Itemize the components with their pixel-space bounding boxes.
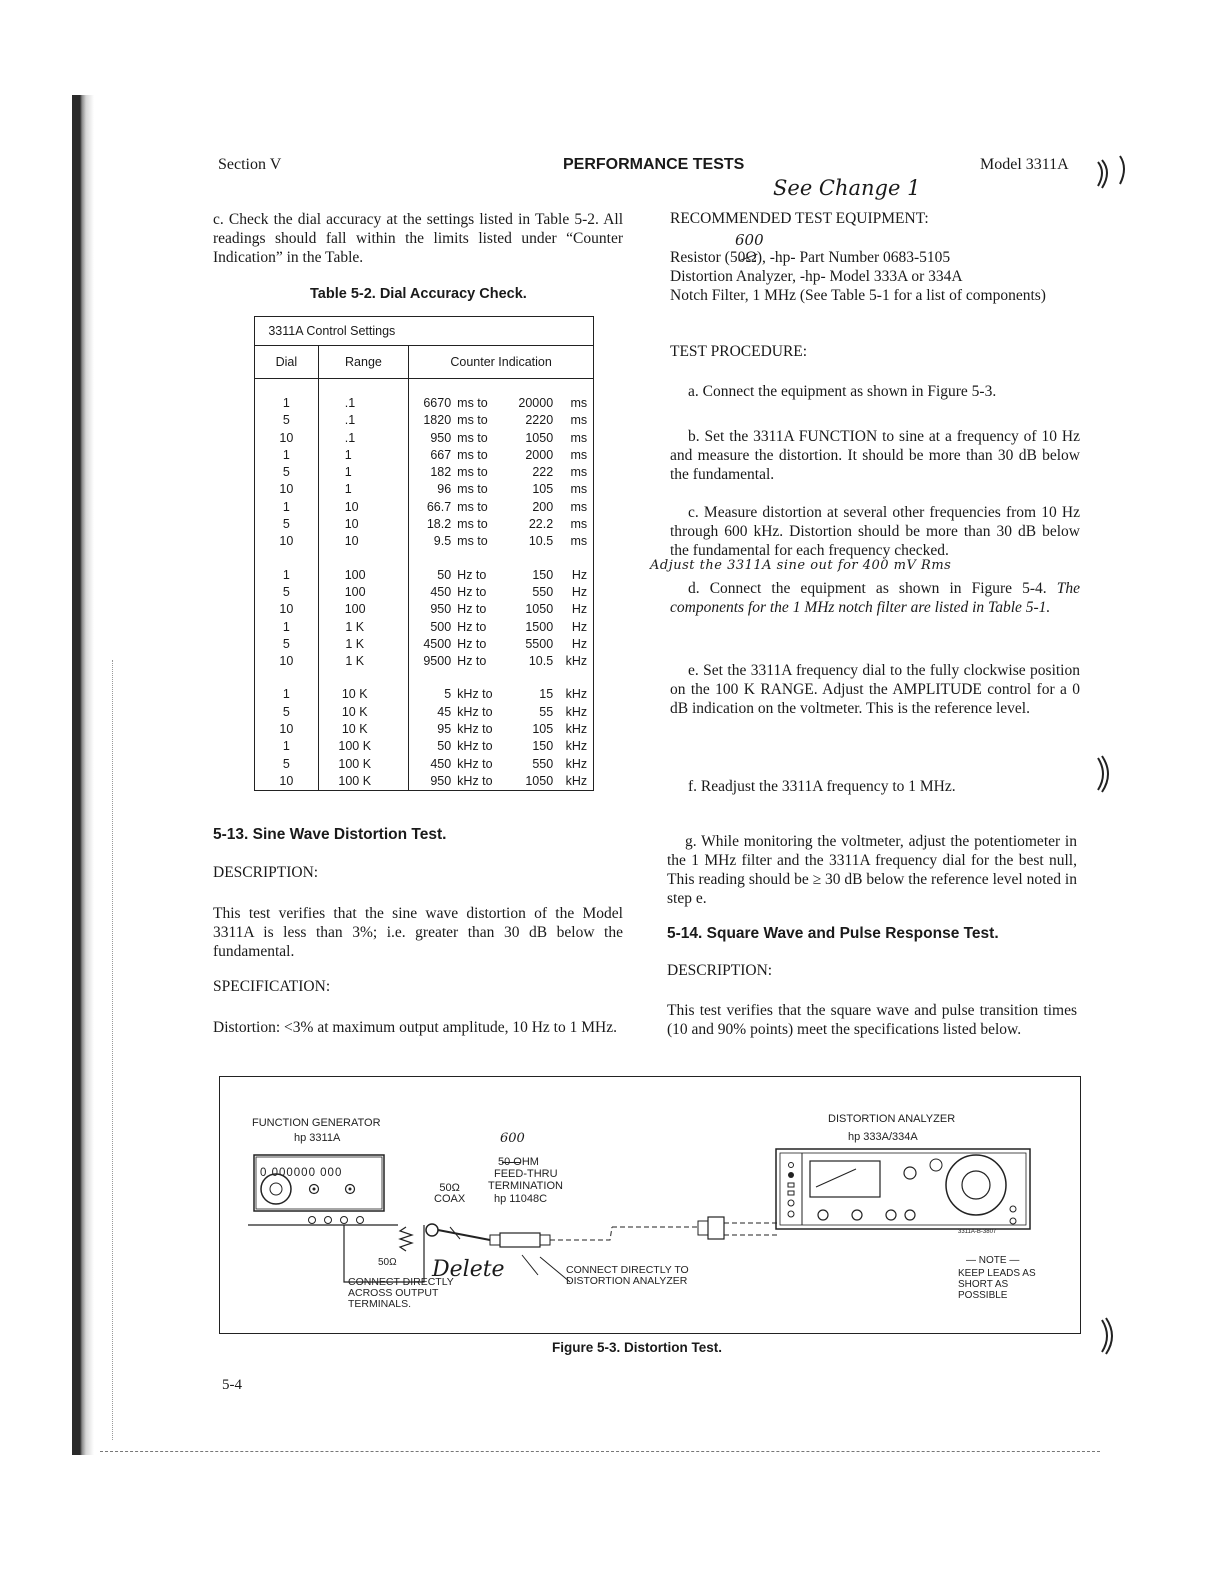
cell-range-wrap <box>318 756 408 773</box>
see-change-note: See Change 1 <box>773 176 921 200</box>
terminal-icon <box>309 1217 316 1224</box>
section-label: Section V <box>218 156 282 173</box>
step-e: e. Set the 3311A frequency dial to the fully clockwise position on the 100 K RANGE. Adjust the AMPLITUDE control for a 0 dB indication on the voltmeter. This is the reference level. <box>670 662 1080 717</box>
counter-unit: ms to <box>457 396 488 410</box>
change-mark-icon <box>1092 754 1116 794</box>
cell-counter <box>409 653 594 670</box>
cell-range-wrap <box>318 395 408 412</box>
binding-shadow <box>112 660 143 1440</box>
cell-dial: 5 <box>255 412 319 429</box>
cell-range-wrap <box>318 704 408 721</box>
counter-high: 10.5 <box>528 534 554 549</box>
cell-range-wrap <box>318 721 408 738</box>
counter-low: 66.7 <box>426 499 452 514</box>
counter-high: 150 <box>532 567 554 582</box>
handwritten-adjust-note: Adjust the 3311A sine out for 400 mV Rms <box>650 558 952 573</box>
description-text-right: This test verifies that the square wave and pulse transition times (10 and 90% points) meet the specifications listed below. <box>667 1002 1077 1038</box>
coax-label: 50Ω COAX <box>434 1182 466 1205</box>
counter-unit: kHz to <box>457 739 493 754</box>
table-row <box>255 601 594 618</box>
col-header-range: Range <box>318 346 408 379</box>
counter-unit: ms to <box>457 447 488 462</box>
table-row <box>255 619 594 636</box>
counter-unit: Hz to <box>457 654 487 669</box>
left-step-c: c. Check the dial accuracy at the settings listed in Table 5-2. All readings should fall within the limits listed under “Counter Indication” in the Table. <box>213 211 623 266</box>
terminal-icon <box>325 1217 332 1224</box>
counter-high-unit: ms <box>570 430 588 445</box>
equipment-analyzer: Distortion Analyzer, -hp- Model 333A or 334A <box>670 268 963 285</box>
cell-range: 10 <box>344 517 359 532</box>
cell-counter <box>409 756 594 773</box>
cell-range: 1 <box>344 447 352 462</box>
description-label-left: DESCRIPTION: <box>213 864 319 881</box>
cell-range: 1 <box>344 482 352 497</box>
counter-high-unit: ms <box>570 465 588 480</box>
counter-unit: kHz to <box>457 722 493 737</box>
cell-range: 100 <box>344 602 366 617</box>
table-row <box>255 773 594 791</box>
table-row <box>255 516 594 533</box>
cell-range: 10 K <box>341 687 368 702</box>
cell-counter <box>409 773 594 791</box>
table-row <box>255 567 594 584</box>
cell-dial: 5 <box>255 464 319 481</box>
cell-dial: 5 <box>255 704 319 721</box>
cell-dial: 5 <box>255 516 319 533</box>
da-model: hp 333A/334A <box>848 1131 918 1143</box>
table-row <box>255 686 594 703</box>
ohm-label: 50 OHM <box>498 1156 539 1168</box>
cell-dial: 10 <box>255 721 319 738</box>
note-title: — NOTE — <box>966 1255 1020 1266</box>
cell-range-wrap <box>318 499 408 516</box>
counter-low: 45 <box>437 704 452 719</box>
col-header-dial: Dial <box>255 346 319 379</box>
cell-dial: 5 <box>255 756 319 773</box>
cell-range-wrap <box>318 567 408 584</box>
counter-high: 1050 <box>525 602 554 617</box>
table-row <box>255 533 594 550</box>
change-mark-icon <box>1096 1316 1120 1356</box>
fg-display: 0 000000 000 <box>260 1167 343 1179</box>
counter-high-unit: Hz <box>571 636 588 651</box>
counter-low: 667 <box>430 447 452 462</box>
step-b: b. Set the 3311A FUNCTION to sine at a frequency of 10 Hz and measure the distortion. It should be more than 30 dB below the fundamental. <box>670 428 1080 483</box>
cell-dial: 1 <box>255 738 319 755</box>
cell-range: 1 <box>344 465 352 480</box>
table-row <box>255 636 594 653</box>
table-row <box>255 738 594 755</box>
counter-low: 450 <box>430 584 452 599</box>
cell-range: 1 K <box>345 654 365 669</box>
cell-range-wrap <box>318 516 408 533</box>
cell-range-wrap <box>318 686 408 703</box>
cell-range-wrap <box>318 412 408 429</box>
counter-high-unit: ms <box>570 413 588 428</box>
cell-range-wrap <box>318 653 408 670</box>
knob-icon <box>904 1167 916 1179</box>
counter-low: 950 <box>430 430 452 445</box>
cell-range: 10 <box>344 499 359 514</box>
binding-edge <box>72 95 94 1455</box>
equipment-notch: Notch Filter, 1 MHz (See Table 5-1 for a list of components) <box>670 287 1046 304</box>
counter-high-unit: kHz <box>565 687 588 702</box>
connect-analyzer-note: CONNECT DIRECTLY TO DISTORTION ANALYZER <box>566 1264 689 1287</box>
cell-counter <box>409 567 594 584</box>
cell-range-wrap <box>318 584 408 601</box>
step-d-italic: The components for the 1 MHz notch filter are listed in Table 5-1. <box>670 580 1081 616</box>
terminal-icon <box>357 1217 364 1224</box>
counter-high-unit: Hz <box>571 567 588 582</box>
table-row <box>255 395 594 412</box>
cell-range: .1 <box>344 413 356 428</box>
cell-range-wrap <box>318 447 408 464</box>
step-g: g. While monitoring the voltmeter, adjust the potentiometer in the 1 MHz filter and the 3311A frequency dial for the best null, This reading should be ≥ 30 dB below the reference level noted in step e. <box>667 833 1077 907</box>
dial-accuracy-table <box>254 316 594 791</box>
cell-counter <box>409 499 594 516</box>
counter-high: 10.5 <box>528 654 554 669</box>
counter-unit: Hz to <box>457 636 487 651</box>
equipment-resistor: Resistor (50Ω), -hp- Part Number 0683-5105 <box>670 249 951 266</box>
table-row <box>255 412 594 429</box>
cell-counter <box>409 704 594 721</box>
counter-low: 950 <box>430 602 452 617</box>
feed-thru-termination <box>500 1233 540 1247</box>
counter-high-unit: kHz <box>565 739 588 754</box>
step-f: f. Readjust the 3311A frequency to 1 MHz. <box>688 778 956 795</box>
counter-high-unit: ms <box>570 499 588 514</box>
cell-dial: 10 <box>255 653 319 670</box>
cell-range: .1 <box>344 430 356 445</box>
counter-high: 222 <box>532 465 554 480</box>
connect-output-note: CONNECT DIRECTLY ACROSS OUTPUT TERMINALS. <box>348 1276 454 1310</box>
cell-counter <box>409 686 594 703</box>
coax-cable <box>438 1230 490 1240</box>
figure-caption: Figure 5-3. Distortion Test. <box>552 1340 723 1355</box>
counter-unit: kHz to <box>457 773 493 788</box>
cell-range: 100 K <box>338 773 372 788</box>
cell-range: 10 K <box>341 722 368 737</box>
cell-counter <box>409 412 594 429</box>
table-row <box>255 756 594 773</box>
counter-low: 500 <box>430 619 452 634</box>
heading-5-14: 5-14. Square Wave and Pulse Response Test. <box>667 925 999 942</box>
page-title: PERFORMANCE TESTS <box>563 156 745 173</box>
counter-high-unit: ms <box>570 482 588 497</box>
table-row <box>255 653 594 670</box>
counter-unit: ms to <box>457 534 488 549</box>
cell-range: 1 K <box>345 619 365 634</box>
counter-unit: ms to <box>457 413 488 428</box>
counter-low: 9.5 <box>433 534 452 549</box>
handwritten-fig-600: 600 <box>500 1131 525 1146</box>
step-d <box>670 579 1080 617</box>
cell-range: 100 <box>344 584 366 599</box>
knob-icon <box>886 1210 896 1220</box>
counter-high-unit: Hz <box>571 619 588 634</box>
counter-high: 20000 <box>518 396 554 410</box>
counter-high-unit: kHz <box>565 773 588 788</box>
specification-text: Distortion: <3% at maximum output amplitude, 10 Hz to 1 MHz. <box>213 1019 617 1036</box>
counter-unit: kHz to <box>457 704 493 719</box>
cell-dial: 10 <box>255 601 319 618</box>
resistor-icon <box>400 1227 412 1251</box>
cell-range-wrap <box>318 430 408 447</box>
cell-dial: 1 <box>255 447 319 464</box>
counter-low: 1820 <box>423 413 452 428</box>
bnc-connector-icon <box>426 1224 438 1236</box>
counter-unit: ms to <box>457 430 488 445</box>
table-row <box>255 704 594 721</box>
counter-high: 2220 <box>525 413 554 428</box>
counter-high: 5500 <box>525 636 554 651</box>
counter-unit: kHz to <box>457 756 493 771</box>
cell-counter <box>409 533 594 550</box>
fg-model: hp 3311A <box>294 1132 341 1144</box>
counter-high: 105 <box>532 722 554 737</box>
counter-high: 150 <box>532 739 554 754</box>
resistor-label: 50Ω <box>378 1257 397 1268</box>
counter-low: 6670 <box>423 396 452 410</box>
table-row <box>255 481 594 498</box>
fg-title: FUNCTION GENERATOR <box>252 1117 381 1129</box>
counter-high: 15 <box>539 687 554 702</box>
cell-dial: 10 <box>255 773 319 791</box>
cell-dial: 1 <box>255 686 319 703</box>
counter-high: 105 <box>532 482 554 497</box>
table-row <box>255 584 594 601</box>
counter-unit: Hz to <box>457 619 487 634</box>
table-row <box>255 447 594 464</box>
feed-thru-label: FEED-THRU <box>494 1168 558 1180</box>
counter-high-unit: ms <box>570 447 588 462</box>
cell-range: .1 <box>344 396 356 410</box>
scan-edge-line <box>100 1451 1100 1452</box>
counter-low: 9500 <box>423 654 452 669</box>
cell-counter <box>409 516 594 533</box>
drawing-number: 3311A-B-3807 <box>958 1229 997 1235</box>
table-row <box>255 499 594 516</box>
cell-counter <box>409 636 594 653</box>
bnc-adapter-icon <box>708 1217 724 1239</box>
equipment-label: RECOMMENDED TEST EQUIPMENT: <box>670 210 929 227</box>
cell-range: 100 K <box>338 739 372 754</box>
cell-counter <box>409 430 594 447</box>
cell-range-wrap <box>318 738 408 755</box>
cell-dial: 5 <box>255 584 319 601</box>
counter-high-unit: Hz <box>571 584 588 599</box>
knob-icon <box>852 1210 862 1220</box>
cell-dial: 1 <box>255 395 319 412</box>
counter-unit: ms to <box>457 499 488 514</box>
table-caption: Table 5-2. Dial Accuracy Check. <box>310 286 527 302</box>
change-mark-icon <box>1090 152 1130 192</box>
cell-dial: 1 <box>255 567 319 584</box>
cell-range: 1 K <box>345 636 365 651</box>
terminal-icon <box>341 1217 348 1224</box>
description-label-right: DESCRIPTION: <box>667 962 773 979</box>
counter-high: 2000 <box>525 447 554 462</box>
cell-counter <box>409 481 594 498</box>
counter-high-unit: kHz <box>565 756 588 771</box>
cell-counter <box>409 464 594 481</box>
cell-counter <box>409 395 594 412</box>
cell-range-wrap <box>318 773 408 791</box>
cell-counter <box>409 601 594 618</box>
cell-range-wrap <box>318 636 408 653</box>
counter-high-unit: ms <box>570 396 588 410</box>
cell-range-wrap <box>318 619 408 636</box>
counter-low: 96 <box>437 482 452 497</box>
cell-range: 100 K <box>338 756 372 771</box>
counter-unit: Hz to <box>457 567 487 582</box>
cell-range: 10 K <box>341 704 368 719</box>
counter-low: 50 <box>437 567 452 582</box>
hp-part-label: hp 11048C <box>494 1193 548 1205</box>
cell-counter <box>409 619 594 636</box>
counter-low: 95 <box>437 722 452 737</box>
counter-high: 22.2 <box>528 517 554 532</box>
step-d-main: d. Connect the equipment as shown in Figure 5-4. <box>688 580 1047 597</box>
cell-dial: 5 <box>255 636 319 653</box>
cell-range-wrap <box>318 464 408 481</box>
table-row <box>255 464 594 481</box>
counter-low: 182 <box>430 465 452 480</box>
counter-high-unit: kHz <box>565 654 588 669</box>
counter-high-unit: Hz <box>571 602 588 617</box>
counter-low: 950 <box>430 773 452 788</box>
cell-counter <box>409 721 594 738</box>
table-row <box>255 721 594 738</box>
da-title: DISTORTION ANALYZER <box>828 1113 956 1125</box>
note-text: KEEP LEADS AS SHORT AS POSSIBLE <box>958 1268 1036 1301</box>
figure-5-3 <box>219 1076 1081 1334</box>
counter-high: 550 <box>532 756 554 771</box>
counter-high: 1500 <box>525 619 554 634</box>
counter-low: 18.2 <box>426 517 452 532</box>
knob-icon <box>905 1210 915 1220</box>
counter-high-unit: ms <box>570 517 588 532</box>
handwritten-delete: Delete <box>432 1257 505 1282</box>
counter-high: 550 <box>532 584 554 599</box>
counter-high: 55 <box>539 704 554 719</box>
counter-low: 5 <box>444 687 452 702</box>
step-a: a. Connect the equipment as shown in Figure 5-3. <box>688 383 997 400</box>
counter-high-unit: kHz <box>565 722 588 737</box>
table-row <box>255 430 594 447</box>
model-label: Model 3311A <box>980 156 1069 173</box>
counter-high-unit: kHz <box>565 704 588 719</box>
counter-unit: ms to <box>457 517 488 532</box>
counter-unit: Hz to <box>457 602 487 617</box>
col-header-counter: Counter Indication <box>409 346 594 379</box>
cell-dial: 1 <box>255 619 319 636</box>
handwritten-600: 600 <box>735 231 764 249</box>
heading-5-13: 5-13. Sine Wave Distortion Test. <box>213 826 447 843</box>
cell-dial: 10 <box>255 430 319 447</box>
counter-unit: ms to <box>457 465 488 480</box>
page-number: 5-4 <box>222 1377 242 1393</box>
cell-range-wrap <box>318 533 408 550</box>
cell-counter <box>409 447 594 464</box>
cell-dial: 1 <box>255 499 319 516</box>
counter-high-unit: ms <box>570 534 588 549</box>
meter-icon <box>810 1161 880 1197</box>
procedure-label: TEST PROCEDURE: <box>670 343 808 360</box>
counter-high: 200 <box>532 499 554 514</box>
table-group-header: 3311A Control Settings <box>255 317 409 346</box>
cell-range-wrap <box>318 601 408 618</box>
frequency-dial-icon <box>946 1155 1006 1215</box>
cell-counter <box>409 584 594 601</box>
cell-range: 10 <box>344 534 359 549</box>
step-c: c. Measure distortion at several other frequencies from 10 Hz through 600 kHz. Distortion should be more than 30 dB below the fundamental for each frequency checked. <box>670 504 1080 559</box>
counter-unit: ms to <box>457 482 488 497</box>
description-text-left: This test verifies that the sine wave distortion of the Model 3311A is less than 3%; i.e. greater than 30 dB below the fundamental. <box>213 905 623 960</box>
counter-low: 450 <box>430 756 452 771</box>
cell-range-wrap <box>318 481 408 498</box>
cell-range: 100 <box>344 567 366 582</box>
strike-through <box>502 1162 520 1163</box>
counter-unit: Hz to <box>457 584 487 599</box>
counter-unit: kHz to <box>457 687 493 702</box>
counter-high: 1050 <box>525 773 554 788</box>
knob-icon <box>818 1210 828 1220</box>
cell-dial: 10 <box>255 533 319 550</box>
counter-low: 4500 <box>423 636 452 651</box>
cell-counter <box>409 738 594 755</box>
cell-dial: 10 <box>255 481 319 498</box>
termination-label: TERMINATION <box>488 1180 563 1192</box>
counter-low: 50 <box>437 739 452 754</box>
specification-label: SPECIFICATION: <box>213 978 331 995</box>
counter-high: 1050 <box>525 430 554 445</box>
